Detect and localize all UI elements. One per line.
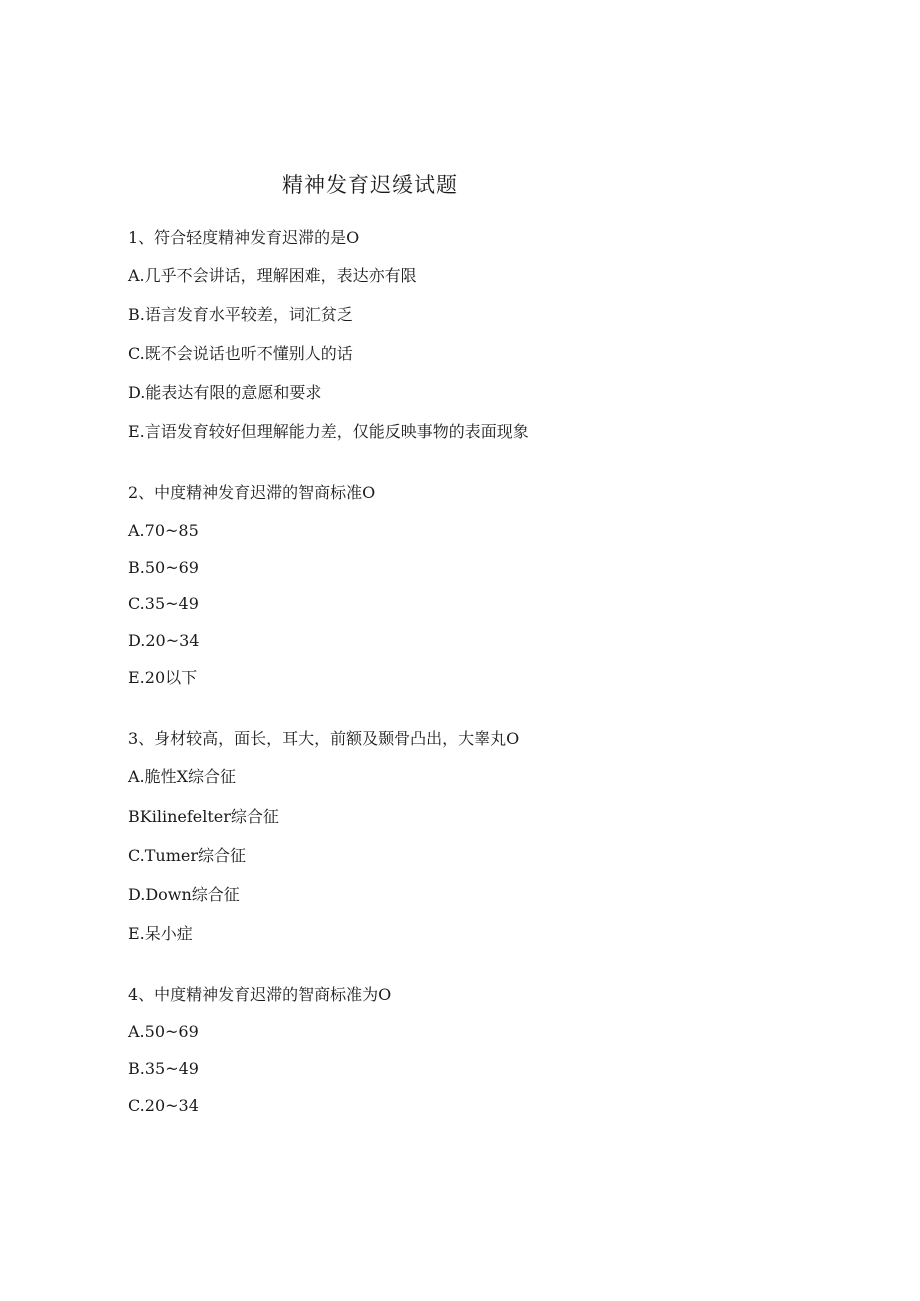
page-title: 精神发育迟缓试题	[282, 173, 458, 197]
option-d: D.能表达有限的意愿和要求	[128, 383, 322, 402]
option-b: BKilinefelter综合征	[128, 807, 279, 826]
option-a: A.几乎不会讲话，理解困难，表达亦有限	[128, 266, 417, 285]
option-e: E.言语发育较好但理解能力差，仅能反映事物的表面现象	[128, 422, 529, 441]
option-d: D.20~34	[128, 631, 200, 650]
option-c: C.20~34	[128, 1096, 199, 1115]
option-a: A.脆性X综合征	[128, 767, 237, 786]
option-b: B.35~49	[128, 1059, 199, 1078]
question-stem: 3、身材较高，面长，耳大，前额及颞骨凸出，大睾丸O	[128, 729, 520, 748]
option-a: A.50~69	[128, 1022, 199, 1041]
option-a: A.70~85	[128, 521, 199, 540]
option-c: C.既不会说话也听不懂别人的话	[128, 344, 353, 363]
question-stem: 1、符合轻度精神发育迟滞的是O	[128, 228, 360, 247]
option-b: B.50~69	[128, 558, 199, 577]
option-e: E.20以下	[128, 668, 198, 687]
question-stem: 4、中度精神发育迟滞的智商标准为O	[128, 985, 392, 1004]
option-e: E.呆小症	[128, 924, 193, 943]
option-b: B.语言发育水平较差，词汇贫乏	[128, 305, 353, 324]
question-stem: 2、中度精神发育迟滞的智商标准O	[128, 483, 376, 502]
option-c: C.35~49	[128, 594, 199, 613]
option-d: D.Down综合征	[128, 885, 240, 904]
option-c: C.Tumer综合征	[128, 846, 247, 865]
